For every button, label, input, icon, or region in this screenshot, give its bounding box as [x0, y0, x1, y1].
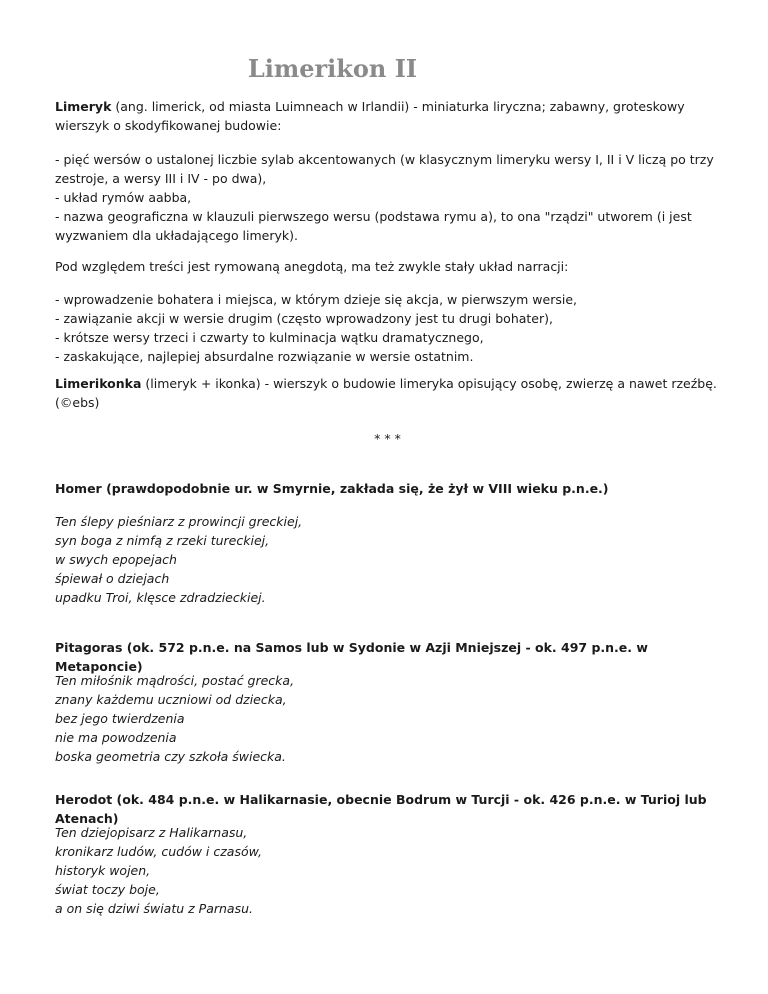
intro-definition: (ang. limerick, od miasta Luimneach w Irlandii) - miniaturka liryczna; zabawny, groteskowy wierszyk o skodyfikowanej budowie: [55, 99, 685, 133]
poem-heading-pitagoras: Pitagoras (ok. 572 p.n.e. na Samos lub w Sydonie w Azji Mniejszej - ok. 497 p.n.e. w Metaponcie) [55, 640, 648, 674]
poem-line: w swych epopejach [55, 552, 177, 567]
features-list [55, 150, 720, 245]
limerikonka-definition: (limeryk + ikonka) - wierszyk o budowie limeryka opisujący osobę, zwierzę a nawet rzeźbę. (©ebs) [55, 376, 717, 410]
separator: * * * [374, 431, 401, 446]
poem-line: upadku Troi, klęsce zdradzieckiej. [55, 590, 266, 605]
content-intro: Pod względem treści jest rymowaną anegdotą, ma też zwykle stały układ narracji: [55, 259, 569, 274]
poem-line: bez jego twierdzenia [55, 711, 185, 726]
poem-line: znany każdemu uczniowi od dziecka, [55, 692, 287, 707]
poem-line: śpiewał o dziejach [55, 571, 170, 586]
page-title: Limerikon II [247, 54, 418, 83]
limerikonka-paragraph [55, 374, 720, 412]
feature-item: - układ rymów aabba, [55, 190, 192, 205]
poem-line: a on się dziwi światu z Parnasu. [55, 901, 253, 916]
poem-line: Ten ślepy pieśniarz z prowincji greckiej, [55, 514, 303, 529]
narrative-item: - zaskakujące, najlepiej absurdalne rozwiązanie w wersie ostatnim. [55, 349, 474, 364]
intro-term: Limeryk [55, 99, 112, 114]
poem-line: Ten miłośnik mądrości, postać grecka, [55, 673, 295, 688]
feature-item: - nazwa geograficzna w klauzuli pierwszego wersu (podstawa rymu a), to ona "rządzi" utworem (i jest wyzwaniem dla układającego limeryk). [55, 209, 692, 243]
poem-heading-homer: Homer (prawdopodobnie ur. w Smyrnie, zakłada się, że żył w VIII wieku p.n.e.) [55, 481, 609, 496]
poem-line: kronikarz ludów, cudów i czasów, [55, 844, 263, 859]
poem-line: syn boga z nimfą z rzeki tureckiej, [55, 533, 270, 548]
feature-item: - pięć wersów o ustalonej liczbie sylab akcentowanych (w klasycznym limeryku wersy I, II i V liczą po trzy zestroje, a wersy III i IV - po dwa), [55, 152, 714, 186]
poem-herodot [55, 823, 720, 918]
narrative-item: - zawiązanie akcji w wersie drugim (często wprowadzony jest tu drugi bohater), [55, 311, 553, 326]
poem-line: historyk wojen, [55, 863, 151, 878]
narrative-item: - wprowadzenie bohatera i miejsca, w którym dzieje się akcja, w pierwszym wersie, [55, 292, 578, 307]
narrative-list [55, 290, 720, 366]
intro-paragraph [55, 97, 720, 135]
limerikonka-term: Limerikonka [55, 376, 142, 391]
poem-line: Ten dziejopisarz z Halikarnasu, [55, 825, 248, 840]
poem-pitagoras [55, 671, 720, 766]
narrative-item: - krótsze wersy trzeci i czwarty to kulminacja wątku dramatycznego, [55, 330, 484, 345]
poem-heading-herodot: Herodot (ok. 484 p.n.e. w Halikarnasie, obecnie Bodrum w Turcji - ok. 426 p.n.e. w Turioj lub Atenach) [55, 792, 707, 826]
poem-line: boska geometria czy szkoła świecka. [55, 749, 286, 764]
poem-line: nie ma powodzenia [55, 730, 177, 745]
poem-line: świat toczy boje, [55, 882, 160, 897]
poem-homer [55, 512, 720, 607]
